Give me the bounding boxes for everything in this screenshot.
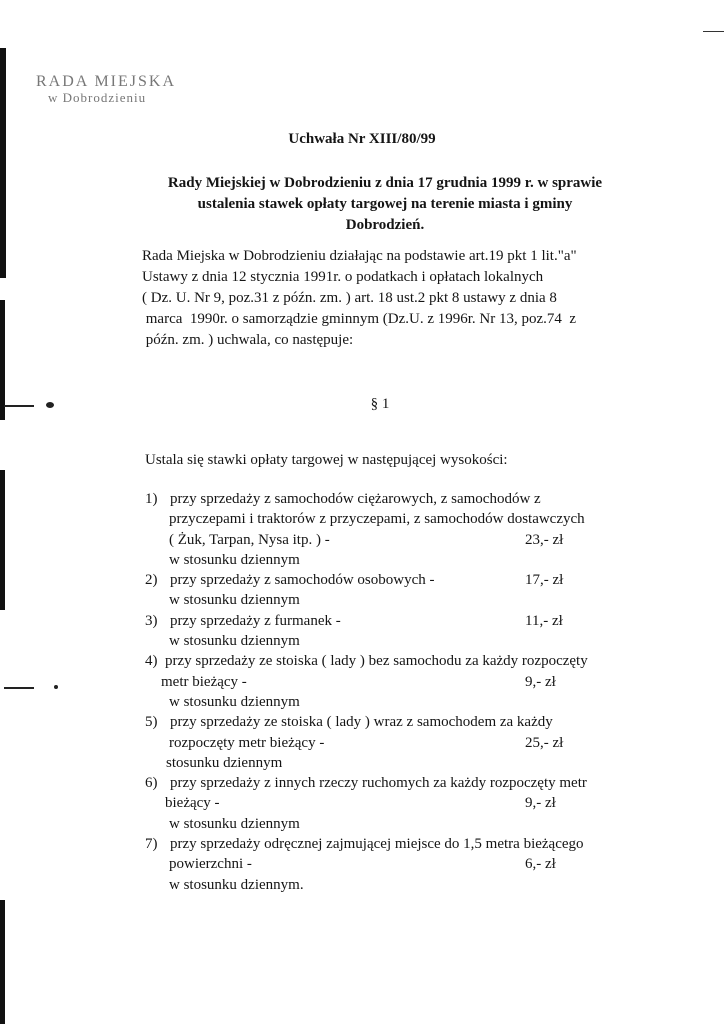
- corner-mark: [703, 31, 724, 32]
- item-number: 7): [145, 836, 158, 853]
- item-number: 4): [145, 653, 158, 670]
- item-note: w stosunku dziennym: [169, 633, 300, 650]
- list-item: [145, 834, 665, 895]
- subtitle-line: ustalenia stawek opłaty targowej na terenie miasta i gminy: [197, 196, 573, 212]
- item-text: przy sprzedaży ze stoiska ( lady ) wraz z samochodem za każdy: [170, 714, 553, 731]
- intro-line: późn. zm. ) uchwala, co następuje:: [142, 332, 354, 348]
- item-number: 3): [145, 612, 158, 629]
- item-text: ( Żuk, Tarpan, Nysa itp. ) -: [169, 531, 330, 548]
- intro-paragraph: [142, 246, 662, 351]
- subtitle-line: Dobrodzień.: [345, 217, 425, 233]
- intro-line: Ustawy z dnia 12 stycznia 1991r. o podatkach i opłatach lokalnych: [142, 269, 544, 285]
- item-note: w stosunku dziennym: [169, 815, 300, 832]
- list-item: [145, 489, 665, 570]
- item-number: 6): [145, 775, 158, 792]
- item-text: przy sprzedaży z samochodów ciężarowych, z samochodów z: [170, 491, 541, 507]
- list-item: [145, 570, 665, 611]
- subtitle-line: Rady Miejskiej w Dobrodzieniu z dnia 17 grudnia 1999 r. w sprawie: [167, 175, 603, 191]
- item-note: w stosunku dziennym: [169, 693, 300, 710]
- item-price: 11,- zł: [525, 612, 563, 629]
- item-text: metr bieżący -: [161, 673, 247, 690]
- item-text: przy sprzedaży z samochodów osobowych -: [170, 572, 435, 589]
- council-stamp: [36, 74, 176, 104]
- item-text: powierzchni -: [169, 856, 252, 873]
- list-item: [145, 611, 665, 652]
- document-subtitle: [140, 173, 630, 236]
- item-note: w stosunku dziennym: [169, 592, 300, 609]
- intro-line: marca 1990r. o samorządzie gminnym (Dz.U. z 1996r. Nr 13, poz.74 z: [142, 311, 577, 327]
- document-title: Uchwała Nr XIII/80/99: [288, 131, 436, 147]
- item-number: 1): [145, 491, 158, 507]
- item-text: przy sprzedaży ze stoiska ( lady ) bez samochodu za każdy rozpoczęty: [165, 653, 588, 670]
- stamp-line-2: w Dobrodzieniu: [48, 89, 147, 105]
- item-text: rozpoczęty metr bieżący -: [169, 734, 325, 751]
- scan-edge-artifact: [0, 48, 6, 278]
- scan-edge-artifact: [0, 470, 5, 610]
- item-text: przy sprzedaży odręcznej zajmującej miejsce do 1,5 metra bieżącego: [170, 836, 584, 853]
- punch-speck: [54, 685, 58, 689]
- rates-list: [145, 489, 665, 895]
- item-price: 6,- zł: [525, 856, 556, 873]
- item-price: 9,- zł: [525, 673, 556, 690]
- intro-line: ( Dz. U. Nr 9, poz.31 z późn. zm. ) art. 18 ust.2 pkt 8 ustawy z dnia 8: [142, 290, 557, 306]
- item-number: 5): [145, 714, 158, 731]
- item-price: 17,- zł: [525, 572, 564, 589]
- item-price: 25,- zł: [525, 734, 564, 751]
- section-heading: § 1: [370, 396, 390, 412]
- lead-sentence: Ustala się stawki opłaty targowej w następującej wysokości:: [145, 452, 508, 468]
- scan-edge-artifact: [0, 900, 5, 1024]
- item-price: 9,- zł: [525, 795, 556, 812]
- stamp-line-1: RADA MIEJSKA: [36, 73, 177, 90]
- list-item: [145, 651, 665, 712]
- item-note: w stosunku dziennym.: [169, 876, 304, 893]
- item-text: bieżący -: [165, 795, 220, 812]
- item-number: 2): [145, 572, 158, 589]
- item-note: w stosunku dziennym: [169, 551, 300, 568]
- item-text: przy sprzedaży z furmanek -: [170, 612, 341, 629]
- intro-line: Rada Miejska w Dobrodzieniu działając na podstawie art.19 pkt 1 lit."a": [142, 248, 577, 264]
- punch-mark: [4, 687, 34, 689]
- list-item: [145, 712, 665, 773]
- item-price: 23,- zł: [525, 531, 564, 548]
- item-note: stosunku dziennym: [166, 754, 283, 771]
- item-text: przy sprzedaży z innych rzeczy ruchomych za każdy rozpoczęty metr: [170, 775, 587, 792]
- item-text: przyczepami i traktorów z przyczepami, z samochodów dostawczych: [169, 511, 585, 528]
- list-item: [145, 773, 665, 834]
